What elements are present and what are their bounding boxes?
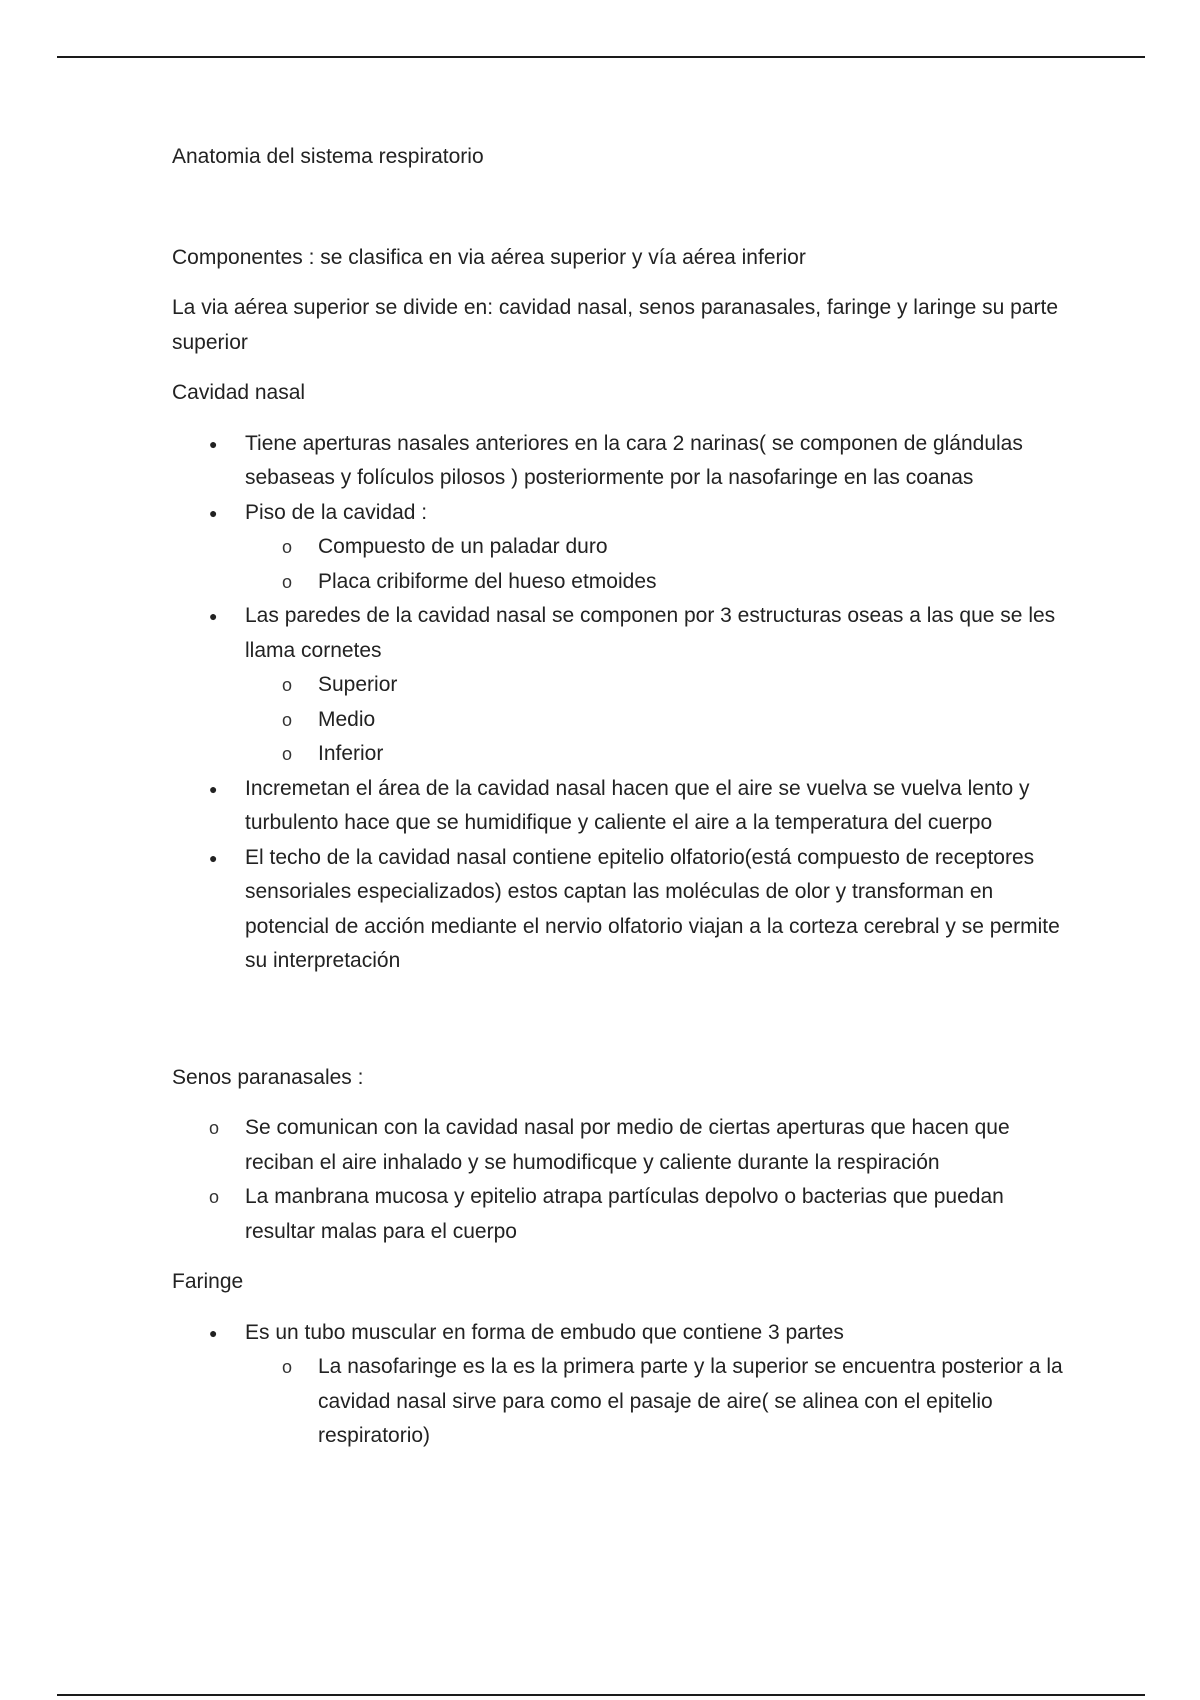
list-item	[172, 599, 1072, 772]
circle-bullet-icon: o	[209, 1118, 220, 1138]
components-paragraph: Componentes : se clasifica en via aérea superior y vía aérea inferior	[172, 245, 806, 269]
list-item	[172, 1180, 1072, 1249]
upper-airway-paragraph: La via aérea superior se divide en: cavidad nasal, senos paranasales, faringe y laringe su parte superior	[172, 296, 1059, 354]
circle-bullet-icon: o	[282, 709, 293, 730]
circle-bullet-icon: o	[209, 1187, 220, 1207]
bullet-icon: ●	[209, 780, 218, 797]
senos-list	[172, 1111, 1072, 1249]
sub-list	[245, 668, 1072, 772]
list-item-text: Incremetan el área de la cavidad nasal hacen que el aire se vuelva se vuelva lento y turbulento hace que se humidifique y caliente el aire a la temperatura del cuerpo	[245, 776, 1030, 834]
document-title: Anatomia del sistema respiratorio	[172, 145, 484, 168]
bullet-icon: ●	[209, 849, 218, 866]
bullet-icon: ●	[209, 504, 218, 521]
sub-list-item-text: Compuesto de un paladar duro	[318, 535, 608, 558]
circle-bullet-icon: o	[282, 1357, 293, 1377]
list-item	[172, 841, 1072, 979]
list-item-text: Tiene aperturas nasales anteriores en la cara 2 narinas( se componen de glándulas sebaseas y folículos pilosos ) posteriormente por la nasofaringe en las coanas	[245, 431, 1023, 489]
cavidad-nasal-heading: Cavidad nasal	[172, 381, 306, 404]
section-spacer	[172, 995, 1072, 1061]
sub-list-item	[245, 737, 1072, 772]
sub-list-item	[245, 703, 1072, 738]
document-page	[172, 140, 1072, 1470]
sub-list-item-text: Placa cribiforme del hueso etmoides	[318, 569, 657, 593]
top-rule	[57, 56, 1145, 58]
bottom-rule	[57, 1694, 1145, 1696]
list-item-text: El techo de la cavidad nasal contiene epitelio olfatorio(está compuesto de receptores sensoriales especializados) estos captan las moléculas de olor y transforman en potencial de acción mediante el nervio olfatorio viajan a la corteza cerebral y se permite su interpretación	[245, 845, 1060, 972]
sub-list	[245, 1350, 1072, 1454]
sub-list-item	[245, 668, 1072, 703]
circle-bullet-icon: o	[282, 571, 293, 592]
sub-list-item	[245, 565, 1072, 600]
sub-list-item-text: Inferior	[318, 742, 384, 765]
sub-list-item-text: Superior	[318, 673, 398, 696]
list-item-text: Piso de la cavidad :	[245, 500, 428, 524]
bullet-icon: ●	[209, 435, 218, 452]
sub-list-item-text: La nasofaringe es la es la primera parte y la superior se encuentra posterior a la cavidad nasal sirve para como el pasaje de aire( se alinea con el epitelio respiratorio)	[318, 1355, 1063, 1447]
sub-list-item	[245, 1350, 1072, 1454]
list-item-text: Se comunican con la cavidad nasal por medio de ciertas aperturas que hacen que reciban el aire inhalado y se humodificque y caliente durante la respiración	[245, 1116, 1010, 1174]
list-item	[172, 772, 1072, 841]
list-item	[172, 427, 1072, 496]
faringe-heading: Faringe	[172, 1270, 244, 1293]
senos-heading: Senos paranasales :	[172, 1065, 364, 1089]
circle-bullet-icon: o	[282, 744, 293, 764]
circle-bullet-icon: o	[282, 675, 293, 695]
sub-list-item	[245, 530, 1072, 565]
list-item	[172, 496, 1072, 600]
cavidad-nasal-list	[172, 427, 1072, 979]
bullet-icon: ●	[209, 608, 218, 624]
list-item-text: Es un tubo muscular en forma de embudo que contiene 3 partes	[245, 1320, 844, 1344]
list-item	[172, 1111, 1072, 1180]
list-item	[172, 1316, 1072, 1454]
faringe-list	[172, 1316, 1072, 1454]
bullet-icon: ●	[209, 1324, 218, 1341]
sub-list-item-text: Medio	[318, 707, 376, 731]
sub-list	[245, 530, 1072, 599]
list-item-text: La manbrana mucosa y epitelio atrapa partículas depolvo o bacterias que puedan resultar malas para el cuerpo	[245, 1185, 1004, 1243]
list-item-text: Las paredes de la cavidad nasal se componen por 3 estructuras oseas a las que se les llama cornetes	[245, 604, 1056, 662]
circle-bullet-icon: o	[282, 537, 293, 557]
